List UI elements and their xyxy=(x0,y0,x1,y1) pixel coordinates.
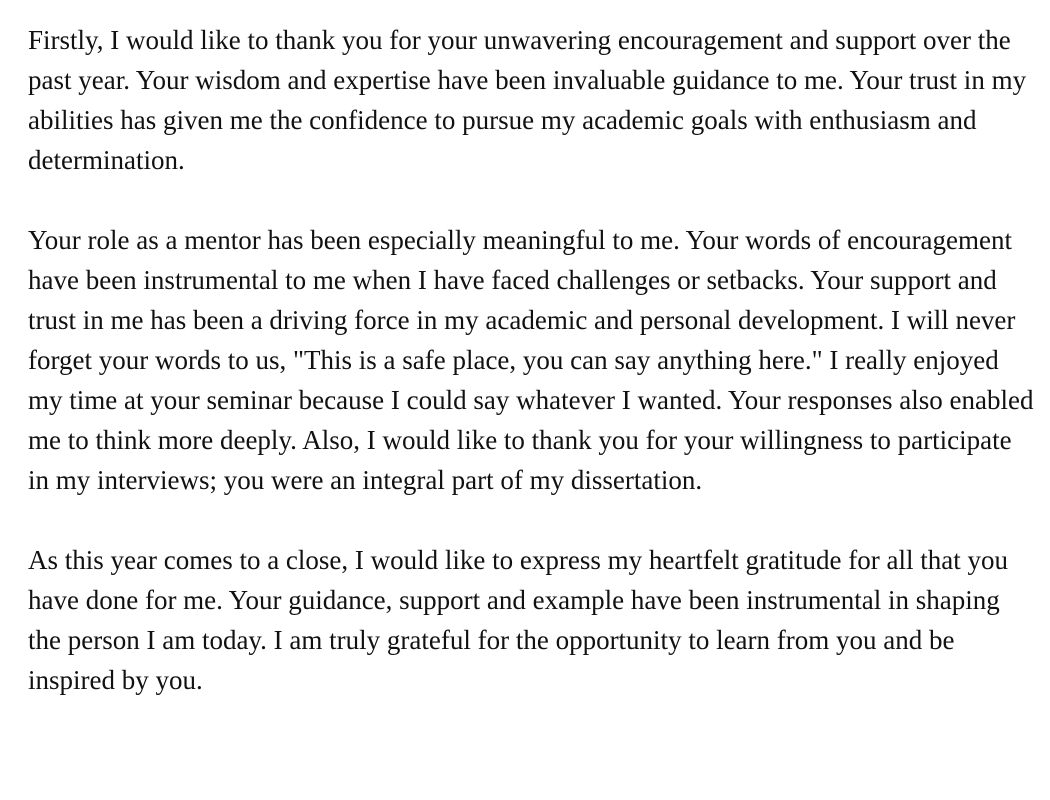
paragraph-gratitude-support: Firstly, I would like to thank you for your unwavering encouragement and support over the past year. Your wisdom and expertise have been invaluable guidance to me. Your trust in my abilities has given me the confidence to pursue my academic goals with enthusiasm and determination. xyxy=(28,25,1027,175)
paragraph-closing-thanks: As this year comes to a close, I would like to express my heartfelt gratitude for all that you have done for me. Your guidance, support and example have been instrumental in shaping the person I am today. I am truly grateful for the opportunity to learn from you and be inspired by you. xyxy=(28,545,1008,695)
letter-body xyxy=(28,20,1038,700)
paragraph-mentor-role: Your role as a mentor has been especially meaningful to me. Your words of encouragement have been instrumental to me when I have faced challenges or setbacks. Your support and trust in me has been a driving force in my academic and personal development. I will never forget your words to us, "This is a safe place, you can say anything here." I really enjoyed my time at your seminar because I could say whatever I wanted. Your responses also enabled me to think more deeply. Also, I would like to thank you for your willingness to participate in my interviews; you were an integral part of my dissertation. xyxy=(28,225,1034,495)
